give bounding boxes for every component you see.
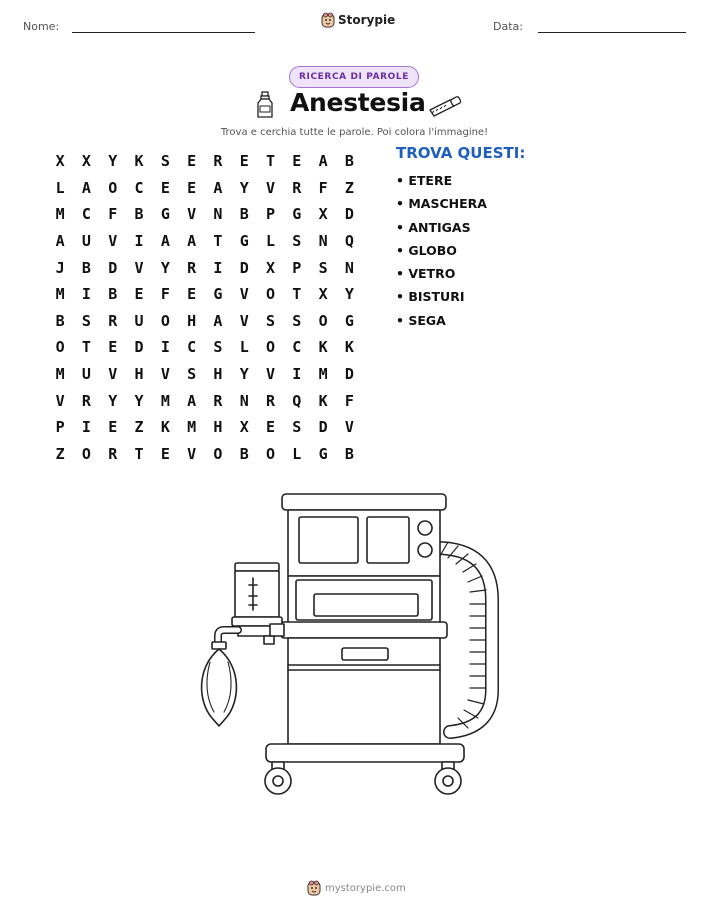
grid-letter[interactable]: N — [213, 205, 223, 224]
grid-letter[interactable]: D — [239, 258, 249, 277]
grid-letter[interactable]: P — [55, 418, 65, 437]
grid-letter[interactable]: P — [292, 258, 302, 277]
grid-letter[interactable]: T — [81, 338, 91, 357]
worksheet-type-badge: RICERCA DI PAROLE — [289, 66, 419, 88]
grid-letter[interactable]: Y — [108, 391, 118, 410]
grid-letter[interactable]: R — [108, 444, 118, 463]
grid-letter[interactable]: Y — [134, 391, 144, 410]
grid-letter[interactable]: E — [134, 285, 144, 304]
grid-letter[interactable]: A — [213, 178, 223, 197]
grid-letter[interactable]: I — [292, 365, 302, 384]
grid-letter[interactable]: T — [292, 285, 302, 304]
anesthesia-machine-icon — [195, 485, 515, 805]
grid-letter[interactable]: I — [160, 338, 170, 357]
grid-letter[interactable]: R — [266, 391, 276, 410]
grid-letter[interactable]: K — [134, 152, 144, 171]
grid-letter[interactable]: X — [318, 205, 328, 224]
storypie-mascot-icon — [321, 12, 335, 28]
grid-letter[interactable]: B — [239, 444, 249, 463]
grid-letter[interactable]: N — [239, 391, 249, 410]
grid-letter[interactable]: Y — [239, 178, 249, 197]
grid-letter[interactable]: Q — [344, 232, 354, 251]
grid-letter[interactable]: T — [134, 444, 144, 463]
grid-letter[interactable]: A — [187, 232, 197, 251]
grid-letter[interactable]: V — [187, 205, 197, 224]
grid-letter[interactable]: V — [160, 365, 170, 384]
grid-letter[interactable]: E — [187, 285, 197, 304]
grid-letter[interactable]: G — [239, 232, 249, 251]
grid-letter[interactable]: V — [134, 258, 144, 277]
grid-letter[interactable]: D — [134, 338, 144, 357]
word-list-item: • ETERE — [396, 173, 453, 188]
grid-letter[interactable]: L — [292, 444, 302, 463]
grid-letter[interactable]: O — [266, 444, 276, 463]
grid-letter[interactable]: F — [318, 178, 328, 197]
footer — [307, 880, 406, 896]
grid-letter[interactable]: O — [108, 178, 118, 197]
grid-letter[interactable]: E — [187, 178, 197, 197]
grid-letter[interactable]: V — [108, 232, 118, 251]
grid-letter[interactable]: S — [318, 258, 328, 277]
storypie-mascot-icon — [307, 880, 321, 896]
grid-letter[interactable]: E — [187, 152, 197, 171]
grid-letter[interactable]: R — [213, 152, 223, 171]
grid-letter[interactable]: J — [55, 258, 65, 277]
grid-letter[interactable]: E — [160, 178, 170, 197]
word-list-item: • VETRO — [396, 266, 456, 282]
grid-letter[interactable]: V — [239, 285, 249, 304]
grid-letter[interactable]: E — [108, 338, 118, 357]
grid-letter[interactable]: Y — [239, 365, 249, 384]
grid-letter[interactable]: L — [55, 178, 65, 197]
grid-letter[interactable]: E — [108, 418, 118, 437]
grid-letter[interactable]: O — [160, 311, 170, 330]
grid-letter[interactable]: V — [55, 391, 65, 410]
grid-letter[interactable]: O — [318, 311, 328, 330]
grid-letter[interactable]: B — [55, 311, 65, 330]
grid-letter[interactable]: S — [292, 418, 302, 437]
word-list-item: • MASCHERA — [396, 196, 487, 212]
grid-letter[interactable]: M — [55, 285, 65, 304]
grid-letter[interactable]: N — [318, 232, 328, 251]
grid-letter[interactable]: A — [213, 311, 223, 330]
grid-letter[interactable]: G — [344, 311, 354, 330]
grid-letter[interactable]: S — [160, 152, 170, 171]
grid-letter[interactable]: Z — [134, 418, 144, 437]
grid-letter[interactable]: S — [81, 311, 91, 330]
word-list-item: • SEGA — [396, 312, 446, 328]
grid-letter[interactable]: V — [239, 311, 249, 330]
grid-letter[interactable]: G — [318, 444, 328, 463]
grid-letter[interactable]: D — [344, 365, 354, 384]
grid-letter[interactable]: O — [213, 444, 223, 463]
grid-letter[interactable]: E — [239, 152, 249, 171]
grid-letter[interactable]: Y — [108, 152, 118, 171]
grid-letter[interactable]: Z — [344, 178, 354, 197]
grid-letter[interactable]: Z — [55, 444, 65, 463]
grid-letter[interactable]: T — [266, 152, 276, 171]
grid-letter[interactable]: X — [266, 258, 276, 277]
grid-letter[interactable]: F — [160, 285, 170, 304]
name-line[interactable] — [72, 32, 255, 33]
grid-letter[interactable]: M — [318, 365, 328, 384]
grid-letter[interactable]: X — [239, 418, 249, 437]
grid-letter[interactable]: S — [213, 338, 223, 357]
grid-letter[interactable]: T — [213, 232, 223, 251]
grid-letter[interactable]: Y — [160, 258, 170, 277]
grid-letter[interactable]: O — [266, 285, 276, 304]
grid-letter[interactable]: O — [81, 444, 91, 463]
grid-letter[interactable]: I — [81, 418, 91, 437]
grid-letter[interactable]: C — [134, 178, 144, 197]
grid-letter[interactable]: U — [81, 232, 91, 251]
word-list-title: TROVA QUESTI: — [396, 144, 526, 162]
grid-letter[interactable]: D — [108, 258, 118, 277]
grid-letter[interactable]: C — [292, 338, 302, 357]
grid-letter[interactable]: B — [239, 205, 249, 224]
grid-letter[interactable]: B — [81, 258, 91, 277]
grid-letter[interactable]: V — [266, 365, 276, 384]
grid-letter[interactable]: A — [187, 391, 197, 410]
grid-letter[interactable]: C — [81, 205, 91, 224]
word-list-item: • BISTURI — [396, 289, 465, 305]
grid-letter[interactable]: L — [266, 232, 276, 251]
grid-letter[interactable]: K — [344, 338, 354, 357]
grid-letter[interactable]: R — [292, 178, 302, 197]
grid-letter[interactable]: P — [266, 205, 276, 224]
grid-letter[interactable]: S — [266, 311, 276, 330]
grid-letter[interactable]: M — [160, 391, 170, 410]
grid-letter[interactable]: V — [108, 365, 118, 384]
grid-letter[interactable]: S — [292, 232, 302, 251]
grid-letter[interactable]: E — [160, 444, 170, 463]
grid-letter[interactable]: U — [134, 311, 144, 330]
grid-letter[interactable]: V — [187, 444, 197, 463]
grid-letter[interactable]: B — [134, 205, 144, 224]
grid-letter[interactable]: L — [239, 338, 249, 357]
grid-letter[interactable]: X — [55, 152, 65, 171]
grid-letter[interactable]: I — [81, 285, 91, 304]
medicine-bottle-icon — [256, 91, 274, 119]
word-list — [396, 172, 487, 335]
grid-letter[interactable]: M — [55, 365, 65, 384]
grid-letter[interactable]: A — [160, 232, 170, 251]
grid-letter[interactable]: H — [213, 365, 223, 384]
grid-letter[interactable]: B — [344, 152, 354, 171]
grid-letter[interactable]: N — [344, 258, 354, 277]
word-search-grid[interactable] — [47, 148, 363, 467]
grid-letter[interactable]: U — [81, 365, 91, 384]
grid-letter[interactable]: Q — [292, 391, 302, 410]
grid-letter[interactable]: E — [292, 152, 302, 171]
grid-letter[interactable]: S — [187, 365, 197, 384]
grid-letter[interactable]: A — [81, 178, 91, 197]
grid-letter[interactable]: O — [266, 338, 276, 357]
grid-letter[interactable]: K — [160, 418, 170, 437]
grid-letter[interactable]: A — [318, 152, 328, 171]
grid-letter[interactable]: G — [160, 205, 170, 224]
grid-letter[interactable]: R — [81, 391, 91, 410]
name-label: Nome: — [23, 20, 60, 33]
grid-letter[interactable]: A — [55, 232, 65, 251]
grid-letter[interactable]: O — [55, 338, 65, 357]
grid-letter[interactable]: M — [55, 205, 65, 224]
instructions: Trova e cerchia tutte le parole. Poi colora l'immagine! — [220, 127, 489, 138]
grid-letter[interactable]: I — [134, 232, 144, 251]
grid-letter[interactable]: H — [134, 365, 144, 384]
grid-letter[interactable]: R — [213, 391, 223, 410]
grid-letter[interactable]: G — [213, 285, 223, 304]
grid-letter[interactable]: V — [344, 418, 354, 437]
footer-url[interactable]: mystorypie.com — [325, 882, 406, 894]
grid-letter[interactable]: G — [292, 205, 302, 224]
grid-letter[interactable]: R — [187, 258, 197, 277]
bone-saw-icon — [428, 96, 462, 118]
date-line[interactable] — [538, 32, 686, 33]
page-title: Anestesia — [290, 88, 426, 117]
word-list-item: • GLOBO — [396, 242, 457, 258]
grid-letter[interactable]: B — [344, 444, 354, 463]
grid-letter[interactable]: F — [344, 391, 354, 410]
grid-letter[interactable]: M — [187, 418, 197, 437]
grid-letter[interactable]: Y — [344, 285, 354, 304]
grid-letter[interactable]: K — [318, 391, 328, 410]
grid-letter[interactable]: D — [344, 205, 354, 224]
grid-letter[interactable]: E — [266, 418, 276, 437]
grid-letter[interactable]: H — [187, 311, 197, 330]
grid-letter[interactable]: D — [318, 418, 328, 437]
date-label: Data: — [493, 20, 523, 33]
grid-letter[interactable]: C — [187, 338, 197, 357]
grid-letter[interactable]: I — [213, 258, 223, 277]
grid-letter[interactable]: B — [108, 285, 118, 304]
grid-letter[interactable]: K — [318, 338, 328, 357]
word-list-item: • ANTIGAS — [396, 219, 471, 235]
grid-letter[interactable]: S — [292, 311, 302, 330]
grid-letter[interactable]: H — [213, 418, 223, 437]
grid-letter[interactable]: X — [318, 285, 328, 304]
grid-letter[interactable]: V — [266, 178, 276, 197]
brand-name: Storypie — [338, 13, 396, 27]
brand-logo — [321, 12, 395, 28]
grid-letter[interactable]: R — [108, 311, 118, 330]
grid-letter[interactable]: X — [81, 152, 91, 171]
grid-letter[interactable]: F — [108, 205, 118, 224]
